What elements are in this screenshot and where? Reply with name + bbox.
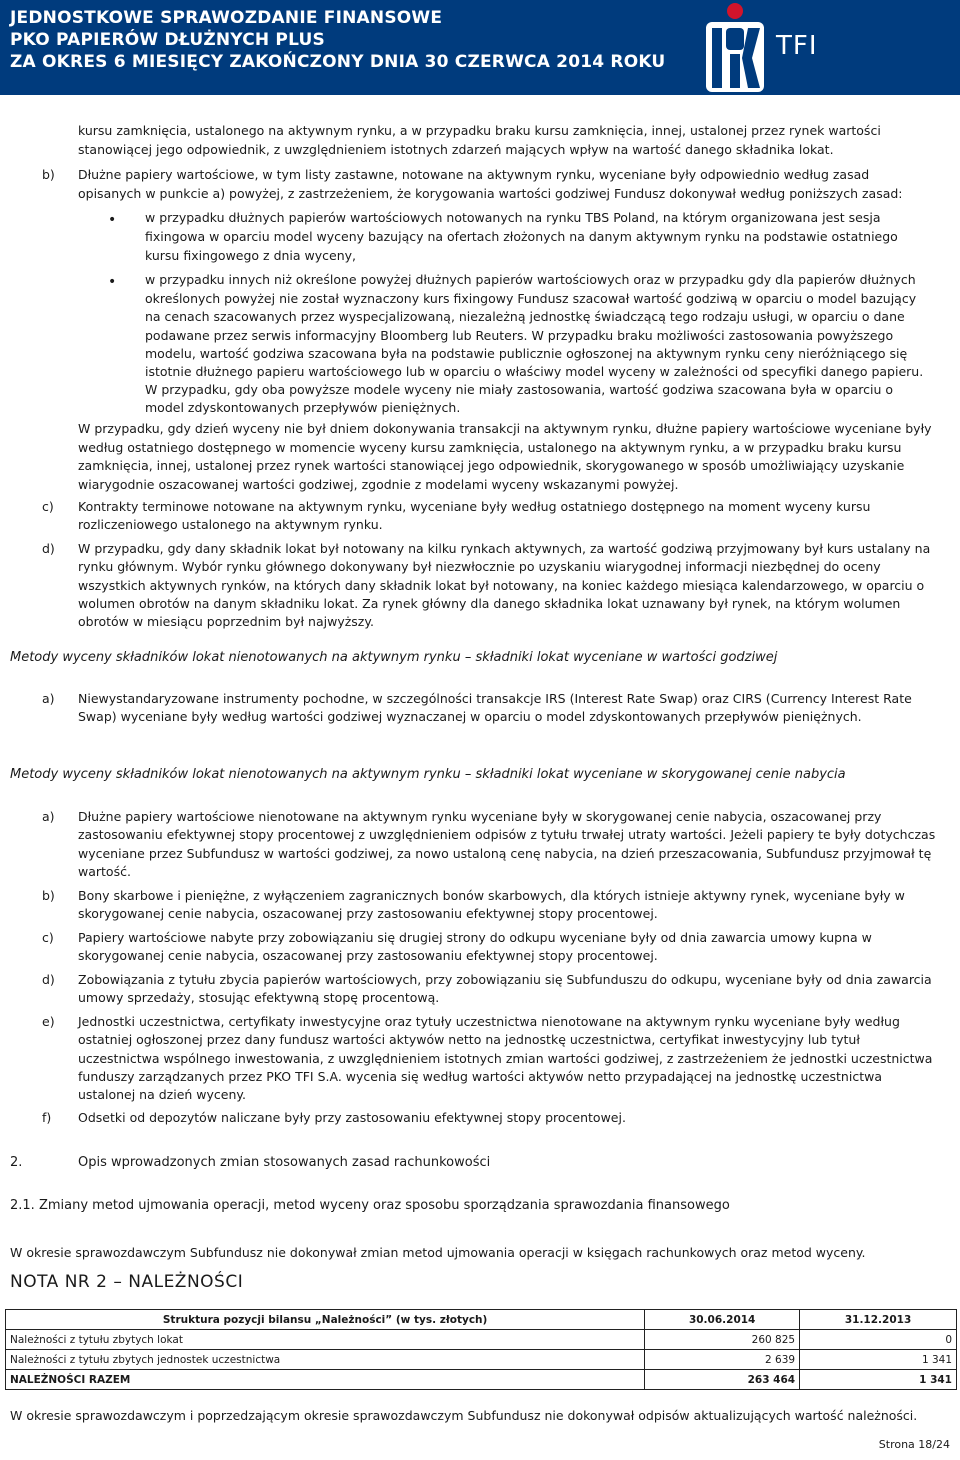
paragraph-line: funduszy zarządzanych przez PKO TFI S.A. wycenia się według wartości aktywów netto przypadającej na jednostkę uczestnictwa [78,1069,882,1084]
paragraph-line: zamknięcia, innej, ustalonej przez rynek wartości stanowiącej jego odpowiednik, skorygowanego w sposób umożliwiający uzyskanie [78,458,905,473]
table-header-row [6,1310,957,1330]
section-heading: Metody wyceny składników lokat nienotowanych na aktywnym rynku – składniki lokat wyceniane w skorygowanej cenie nabycia [10,767,846,782]
list-marker: d) [42,541,55,556]
paragraph-line: rynku głównym. Wybór rynku głównego dokonywany był niezwłocznie po uzyskaniu wiarygodnej informacji niezbędnej do oceny [78,559,881,574]
row-value-2014: 2 639 [645,1350,800,1370]
header-title-line2: PKO PAPIERÓW DŁUŻNYCH PLUS [10,30,325,50]
list-marker: f) [42,1110,52,1125]
bullet-line: na cenach szacowanych przez wyspecjalizowaną, niezależną jednostkę świadczącą tego rodzaju usługi, w oparciu o dane [145,309,905,324]
document-header [0,0,960,95]
row-value-2014: 260 825 [645,1330,800,1350]
row-label: Należności z tytułu zbytych jednostek uczestnictwa [6,1350,645,1370]
paragraph-line: umowy sprzedaży, stosując efektywną stopę procentową. [78,990,440,1005]
paragraph-line: według ostatniego dostępnego w momencie wyceny kursu zamknięcia, ustalonego na aktywnym rynku, a w przypadku braku kursu [78,440,902,455]
paragraph-line: Zobowiązania z tytułu zbycia papierów wartościowych, przy zobowiązaniu się Subfunduszu do odkupu, wyceniane były od dnia zawarcia [78,972,932,987]
row-label: Należności z tytułu zbytych lokat [6,1330,645,1350]
note-title: NOTA NR 2 – NALEŻNOŚCI [10,1272,244,1292]
row-value-2013: 1 341 [800,1370,957,1390]
list-marker: a) [42,691,55,706]
bullet-line: W przypadku, gdy oba powyższe modele wyceny nie miały zastosowania, wartość godziwa szacowana była w oparciu o [145,382,893,397]
table-total-row [6,1370,957,1390]
paragraph-line: Odsetki od depozytów naliczane były przy zastosowaniu efektywnej stopy procentowej. [78,1110,626,1125]
paragraph-line: wyceniane przez Subfundusz w wartości godziwej, za nowo ustaloną cenę nabycia, na dzień przeszacowania, Subfundusz przyjmował tę [78,846,932,861]
table-header-cell: 31.12.2013 [800,1310,957,1330]
bullet-line: podawane przez serwis informacyjny Bloomberg lub Reuters. W przypadku braku możliwości zastosowania powyższego [145,328,894,343]
bullet-line: istotnie dłużnego papieru wartościowego lub w oparciu o właściwy model wyceny w zależności od specyfiki danego papieru. [145,364,924,379]
row-value-2013: 1 341 [800,1350,957,1370]
table-row [6,1330,957,1350]
bullet-line: kursu fixingowego z dnia wyceny, [145,248,357,263]
row-label: NALEŻNOŚCI RAZEM [6,1370,645,1390]
page-number: Strona 18/24 [878,1438,950,1451]
paragraph-line: Jednostki uczestnictwa, certyfikaty inwestycyjne oraz tytuły uczestnictwa nienotowane na aktywnym rynku wyceniane były według [78,1014,900,1029]
paragraph-line: opisanych w punkcie a) powyżej, z zastrzeżeniem, że korygowania wartości godziwej Fundusz dokonywał według poniższych zasad: [78,186,903,201]
bullet-line: w przypadku dłużnych papierów wartościowych notowanych na rynku TBS Poland, na którym organizowana jest sesja [145,210,881,225]
paragraph-line: W przypadku, gdy dany składnik lokat był notowany na kilku rynkach aktywnych, za wartość godziwą przyjmowany był kurs ustalany na [78,541,931,556]
bullet-icon: • [108,212,117,228]
subsection-text: W okresie sprawozdawczym Subfundusz nie dokonywał zmian metod ujmowania operacji w księgach rachunkowych oraz metod wyceny. [10,1245,866,1260]
table-header-cell: Struktura pozycji bilansu „Należności” (w tys. złotych) [6,1310,645,1330]
paragraph-line: Kontrakty terminowe notowane na aktywnym rynku, wyceniane były według ostatniego dostępnego na moment wyceny kursu [78,499,871,514]
paragraph-line: Dłużne papiery wartościowe, w tym listy zastawne, notowane na aktywnym rynku, wyceniane były odpowiednio według zasad [78,167,870,182]
header-title-line3: ZA OKRES 6 MIESIĘCY ZAKOŃCZONY DNIA 30 CZERWCA 2014 ROKU [10,52,666,72]
table-header-cell: 30.06.2014 [645,1310,800,1330]
paragraph-line: Swap) wyceniane były według wartości godziwej wyznaczanej w oparciu o model zdyskontowanych przepływów pieniężnych. [78,709,862,724]
header-title-line1: JEDNOSTKOWE SPRAWOZDANIE FINANSOWE [10,8,443,28]
section-number: 2. [10,1155,23,1170]
paragraph-line: wolumen obrotów na danym składniku lokat. Za rynek główny dla danego składnika lokat uznawany był rynek, na którym wolumen [78,596,901,611]
paragraph-line: W przypadku, gdy dzień wyceny nie był dniem dokonywania transakcji na aktywnym rynku, dłużne papiery wartościowe wyceniane były [78,421,932,436]
paragraph-line: ustalonej na dzień wyceny. [78,1087,246,1102]
list-marker: a) [42,809,55,824]
bullet-line: model zdyskontowanych przepływów pieniężnych. [145,400,461,415]
list-marker: d) [42,972,55,987]
paragraph-line: Papiery wartościowe nabyte przy zobowiązaniu się drugiej strony do odkupu wyceniane były od dnia zawarcia umowy kupna w [78,930,872,945]
paragraph-line: Niewystandaryzowane instrumenty pochodne, w szczególności transakcje IRS (Interest Rate Swap) oraz CIRS (Currency Interest Rate [78,691,912,706]
list-marker: b) [42,888,55,903]
pko-logo-icon [700,2,770,94]
table-row [6,1350,957,1370]
paragraph-line: ostatniej ogłoszonej przez dany fundusz wartości aktywów netto na jednostkę uczestnictwa, certyfikat inwestycyjny lub tytuł [78,1032,860,1047]
paragraph-line: Bony skarbowe i pieniężne, z wyłączeniem zagranicznych bonów skarbowych, dla których istnieje aktywny rynek, wyceniane były w [78,888,905,903]
section-title: Opis wprowadzonych zmian stosowanych zasad rachunkowości [78,1155,491,1170]
intro-line: stanowiącej jego odpowiednik, z uwzględnieniem istotnych zdarzeń mających wpływ na wartość danego składnika lokat. [78,142,834,157]
subsection-title: 2.1. Zmiany metod ujmowania operacji, metod wyceny oraz sposobu sporządzania sprawozdania finansowego [10,1198,730,1213]
bullet-icon: • [108,274,117,290]
paragraph-line: skorygowanej cenie nabycia, oszacowanej przy zastosowaniu efektywnej stopy procentowej. [78,948,658,963]
list-marker: c) [42,930,54,945]
row-value-2014: 263 464 [645,1370,800,1390]
row-value-2013: 0 [800,1330,957,1350]
intro-line: kursu zamknięcia, ustalonego na aktywnym rynku, a w przypadku braku kursu zamknięcia, innej, ustalonej przez rynek wartości [78,123,881,138]
list-marker: c) [42,499,54,514]
paragraph-line: uczestnictwa wspólnego inwestowania, z uwzględnieniem istotnych zmian wartości godziwej, z zastrzeżeniem że jednostki uczestnictwa [78,1051,933,1066]
paragraph-line: Dłużne papiery wartościowe nienotowane na aktywnym rynku wyceniane były w skorygowanej cenie nabycia, oszacowanej przy [78,809,882,824]
paragraph-line: obrotów w miesiącu poprzednim był najwyższy. [78,614,374,629]
table-footnote: W okresie sprawozdawczym i poprzedzającym okresie sprawozdawczym Subfundusz nie dokonywał odpisów aktualizujących wartość należności. [10,1408,918,1423]
paragraph-line: rozliczeniowego ustalonego na aktywnym rynku. [78,517,383,532]
paragraph-line: zastosowaniu efektywnej stopy procentowej z uwzględnieniem odpisów z tytułu trwałej utraty wartości. Jeżeli papiery te były dotychczas [78,827,936,842]
paragraph-line: skorygowanej cenie nabycia, oszacowanej przy zastosowaniu efektywnej stopy procentowej. [78,906,658,921]
bullet-line: określonych powyżej nie został wyznaczony kurs fixingowy Fundusz szacował wartość godziwą w oparciu o model bazujący [145,291,917,306]
bullet-line: fixingowa w oparciu model wyceny bazujący na ofertach złożonych na danym aktywnym rynku na podstawie ostatniego [145,229,898,244]
paragraph-line: wartość. [78,864,131,879]
list-marker: b) [42,167,55,182]
list-marker: e) [42,1014,55,1029]
logo-tfi-text: TFI [776,31,818,61]
paragraph-line: wiarygodnie oszacowanej wartości godziwej, zgodnie z modelami wyceny wskazanymi powyżej. [78,477,679,492]
receivables-table [5,1309,957,1390]
bullet-line: modelu, wartość godziwa szacowana była na podstawie publicznie ogłoszonej na aktywnym rynku ceny nieróżniącego się [145,346,908,361]
bullet-line: w przypadku innych niż określone powyżej dłużnych papierów wartościowych oraz w przypadku gdy dla papierów dłużnych [145,272,916,287]
section-heading: Metody wyceny składników lokat nienotowanych na aktywnym rynku – składniki lokat wyceniane w wartości godziwej [10,650,778,665]
paragraph-line: wszystkich aktywnych rynków, na których dany składnik lokat był notowany, na koniec każdego miesiąca kalendarzowego, w oparciu o [78,578,925,593]
